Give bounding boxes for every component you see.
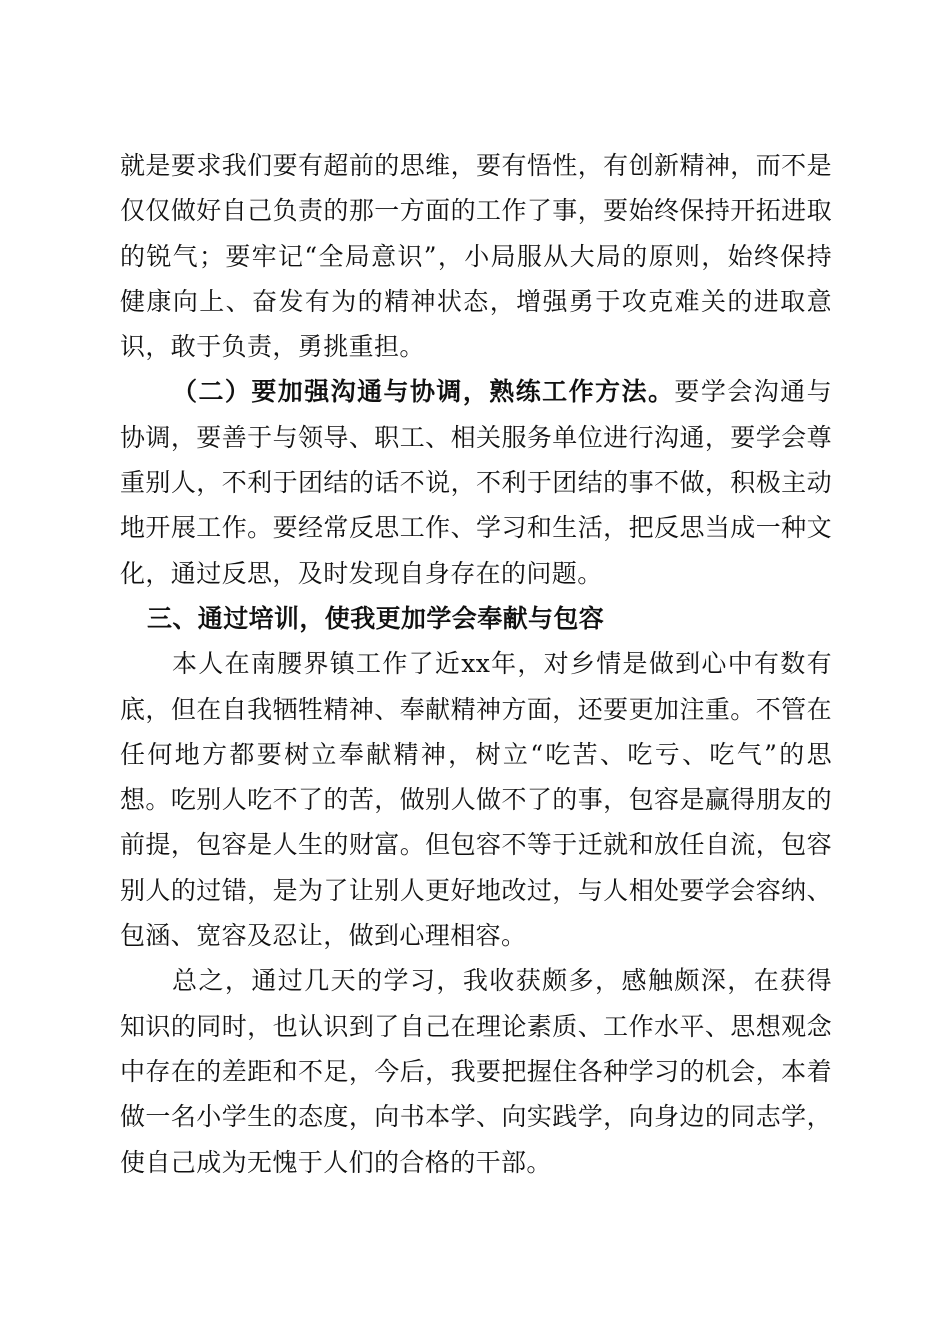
document-body	[120, 143, 832, 1185]
paragraph-text: 总之，通过几天的学习，我收获颇多，感触颇深，在获得知识的同时，也认识到了自己在理论素质、工作水平、思想观念中存在的差距和不足，今后，我要把握住各种学习的机会，本着做一名小学生的态度，向书本学、向实践学，向身边的同志学，使自己成为无愧于人们的合格的干部。	[120, 966, 832, 1177]
section-heading: 三、通过培训，使我更加学会奉献与包容	[147, 603, 605, 633]
paragraph-text: 要学会沟通与协调，要善于与领导、职工、相关服务单位进行沟通，要学会尊重别人，不利于团结的话不说，不利于团结的事不做，积极主动地开展工作。要经常反思工作、学习和生活，把反思当成一种文化，通过反思，及时发现自身存在的问题。	[120, 377, 832, 588]
paragraph-text: 就是要求我们要有超前的思维，要有悟性，有创新精神，而不是仅仅做好自己负责的那一方面的工作了事，要始终保持开拓进取的锐气；要牢记“全局意识”，小局服从大局的原则，始终保持健康向上、奋发有为的精神状态，增强勇于攻克难关的进取意识，敢于负责，勇挑重担。	[120, 151, 832, 362]
paragraph-dedication	[120, 641, 832, 958]
paragraph-text: 本人在南腰界镇工作了近xx年，对乡情是做到心中有数有底，但在自我牺牲精神、奉献精神方面，还要更加注重。不管在任何地方都要树立奉献精神，树立“吃苦、吃亏、吃气”的思想。吃别人吃不了的苦，做别人做不了的事，包容是赢得朋友的前提，包容是人生的财富。但包容不等于迁就和放任自流，包容别人的过错，是为了让别人更好地改过，与人相处要学会容纳、包涵、宽容及忍让，做到心理相容。	[120, 649, 832, 951]
subsection-heading: （二）要加强沟通与协调，熟练工作方法。	[172, 377, 675, 407]
paragraph-conclusion	[120, 958, 832, 1184]
paragraph-communication	[120, 369, 832, 595]
paragraph-continuation	[120, 143, 832, 369]
